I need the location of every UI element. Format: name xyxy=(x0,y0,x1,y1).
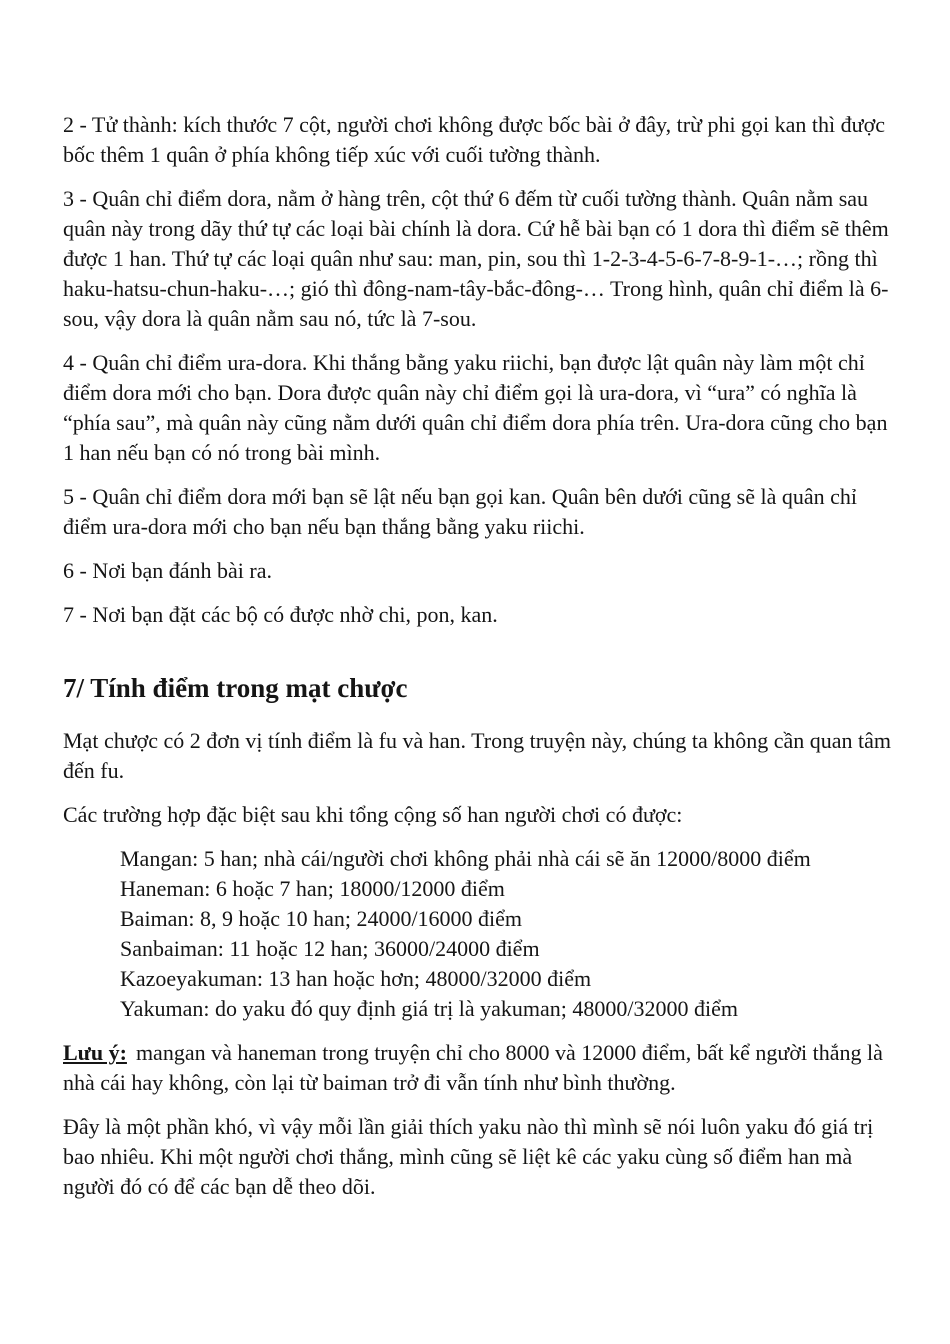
case-kazoeyakuman: Kazoeyakuman: 13 han hoặc hơn; 48000/32000 điểm xyxy=(120,966,592,991)
numbered-note-2: 2 - Tử thành: kích thước 7 cột, người chơi không được bốc bài ở đây, trừ phi gọi kan thì được bốc thêm 1 quân ở phía không tiếp xúc với cuối tường thành. xyxy=(63,112,885,167)
case-sanbaiman: Sanbaiman: 11 hoặc 12 han; 36000/24000 điểm xyxy=(120,936,540,961)
intro-paragraph: Mạt chược có 2 đơn vị tính điểm là fu và han. Trong truyện này, chúng ta không cần quan tâm đến fu. xyxy=(63,728,892,783)
cases-intro-paragraph: Các trường hợp đặc biệt sau khi tổng cộng số han người chơi có được: xyxy=(63,802,683,827)
case-baiman: Baiman: 8, 9 hoặc 10 han; 24000/16000 điểm xyxy=(120,906,523,931)
section-heading: 7/ Tính điểm trong mạt chược xyxy=(63,673,408,703)
case-haneman: Haneman: 6 hoặc 7 han; 18000/12000 điểm xyxy=(120,876,505,901)
numbered-note-5: 5 - Quân chỉ điểm dora mới bạn sẽ lật nếu bạn gọi kan. Quân bên dưới cũng sẽ là quân chỉ điểm ura-dora mới cho bạn nếu bạn thắng bằng yaku riichi. xyxy=(63,484,857,539)
numbered-note-4: 4 - Quân chỉ điểm ura-dora. Khi thắng bằng yaku riichi, bạn được lật quân này làm một chỉ điểm dora mới cho bạn. Dora được quân này chỉ điểm gọi là ura-dora, vì “ura” có nghĩa là “phía sau”, mà quân này cũng nằm dưới quân chỉ điểm dora phía trên. Ura-dora cũng cho bạn 1 han nếu bạn có nó trong bài mình. xyxy=(63,350,888,465)
numbered-note-6: 6 - Nơi bạn đánh bài ra. xyxy=(63,558,272,583)
score-cases-list xyxy=(120,844,892,1024)
note-label: Lưu ý: xyxy=(63,1040,127,1065)
note-text: mangan và haneman trong truyện chỉ cho 8000 và 12000 điểm, bất kể người thắng là nhà cái hay không, còn lại từ baiman trở đi vẫn tính như bình thường. xyxy=(63,1040,883,1095)
numbered-note-3: 3 - Quân chỉ điểm dora, nằm ở hàng trên, cột thứ 6 đếm từ cuối tường thành. Quân nằm sau quân này trong dãy thứ tự các loại bài chính là dora. Cứ hễ bài bạn có 1 dora thì điểm sẽ thêm được 1 han. Thứ tự các loại quân như sau: man, pin, sou thì 1-2-3-4-5-6-7-8-9-1-…; rồng thì haku-hatsu-chun-haku-…; gió thì đông-nam-tây-bắc-đông-… Trong hình, quân chỉ điểm là 6-sou, vậy dora là quân nằm sau nó, tức là 7-sou. xyxy=(63,186,889,331)
case-mangan: Mangan: 5 han; nhà cái/người chơi không phải nhà cái sẽ ăn 12000/8000 điểm xyxy=(120,846,811,871)
case-yakuman: Yakuman: do yaku đó quy định giá trị là yakuman; 48000/32000 điểm xyxy=(120,996,738,1021)
numbered-note-7: 7 - Nơi bạn đặt các bộ có được nhờ chi, pon, kan. xyxy=(63,602,498,627)
note-paragraph xyxy=(63,1038,892,1098)
closing-paragraph: Đây là một phần khó, vì vậy mỗi lần giải thích yaku nào thì mình sẽ nói luôn yaku đó giá trị bao nhiêu. Khi một người chơi thắng, mình cũng sẽ liệt kê các yaku cùng số điểm han mà người đó có để các bạn dễ theo dõi. xyxy=(63,1114,874,1199)
